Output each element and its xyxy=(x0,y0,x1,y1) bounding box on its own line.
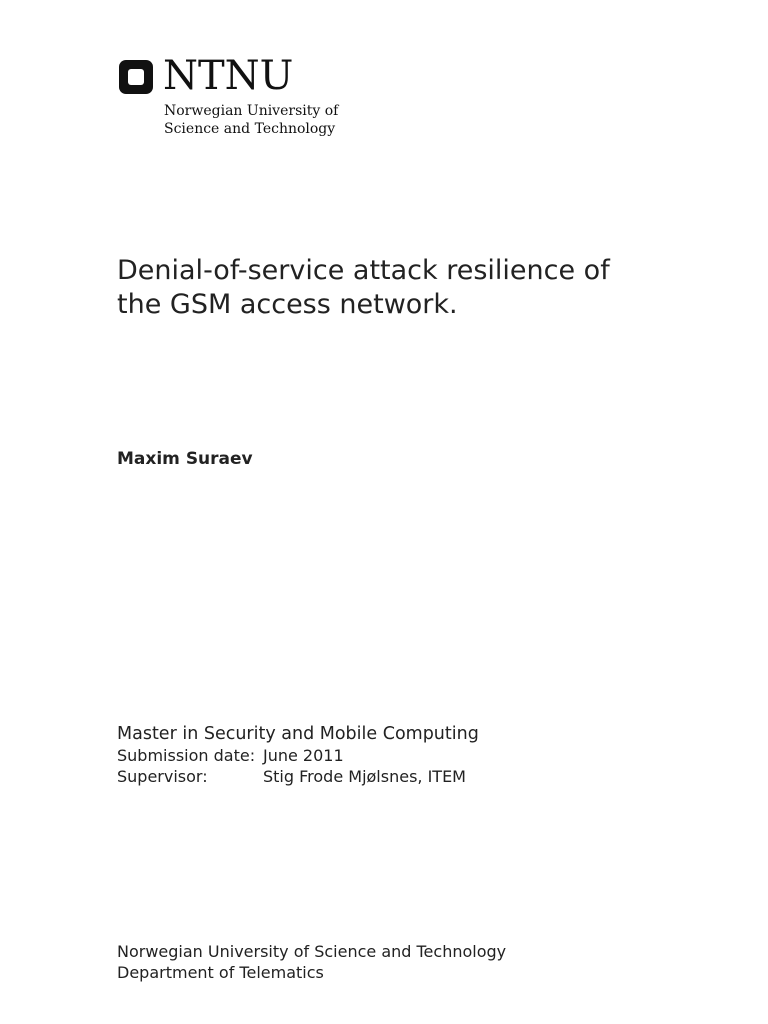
submission-date-row xyxy=(117,745,466,766)
logo-subtitle-line2: Science and Technology xyxy=(164,121,336,137)
thesis-title xyxy=(117,254,677,322)
institution-footer xyxy=(117,941,506,983)
supervisor-row xyxy=(117,766,466,787)
supervisor-value: Stig Frode Mjølsnes, ITEM xyxy=(263,767,466,786)
thesis-metadata xyxy=(117,745,466,787)
submission-date-value: June 2011 xyxy=(263,746,344,765)
thesis-title-line1: Denial-of-service attack resilience of xyxy=(117,255,610,286)
ntnu-logo-mark-icon xyxy=(119,60,153,94)
ntnu-logo xyxy=(119,53,379,142)
institution-name: Norwegian University of Science and Technology xyxy=(117,942,507,961)
supervisor-label: Supervisor: xyxy=(117,767,208,786)
logo-subtitle xyxy=(164,102,338,138)
author-name: Maxim Suraev xyxy=(117,449,253,469)
logo-subtitle-line1: Norwegian University of xyxy=(164,103,339,119)
logo-wordmark: NTNU xyxy=(163,53,294,99)
submission-date-label: Submission date: xyxy=(117,746,256,765)
department-name: Department of Telematics xyxy=(117,963,324,982)
degree-program: Master in Security and Mobile Computing xyxy=(117,724,479,744)
thesis-title-line2: the GSM access network. xyxy=(117,289,458,320)
